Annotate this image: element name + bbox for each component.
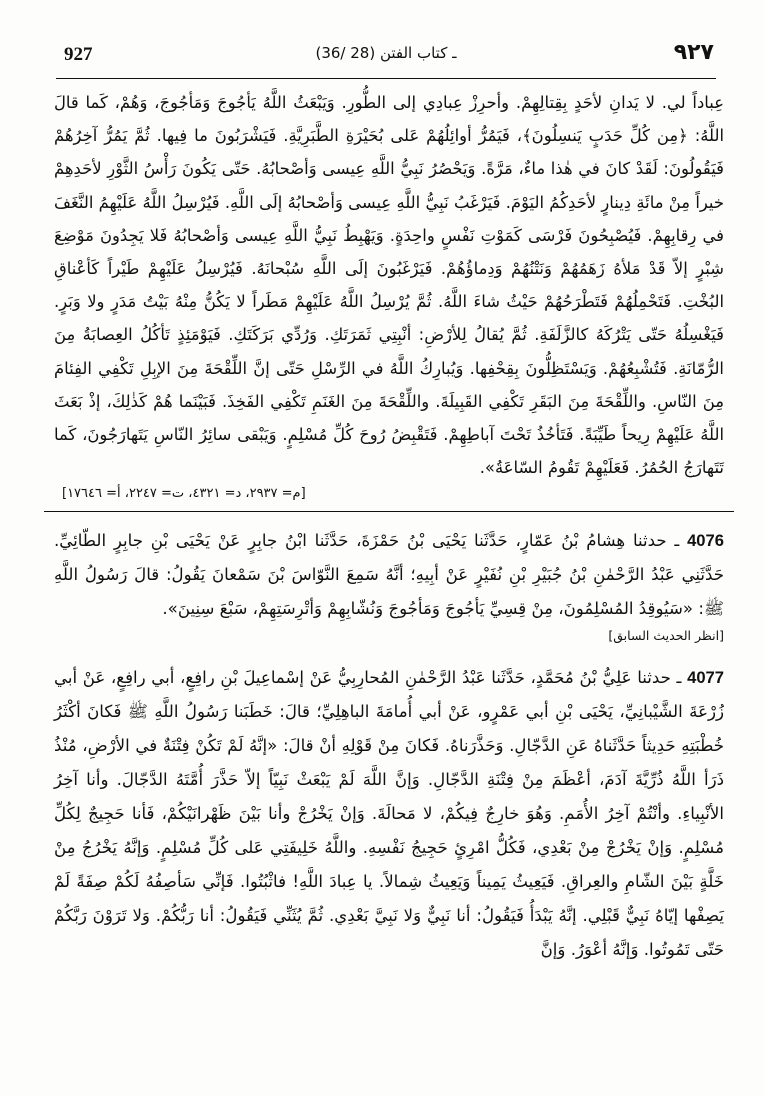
hadith-text: ـ حدثنا هِشامُ بْنُ عَمّارٍ، حَدَّثَنا يَحْيَى بْنُ حَمْزَةَ، حَدَّثَنا ابْنُ جابِرٍ عَنْ يَحْيَى بْنِ جابِرٍ الطّائِيِّ. حَدَّثَنِي عَبْدُ الرَّحْمٰنِ بْنُ جُبَيْرِ بْنِ نُفَيْرٍ عَنْ أبِيهِ؛ أنَّهُ سَمِعَ النَّوّاسَ بْنَ سَمْعانَ يَقُولُ: قالَ رَسُولُ اللَّهِ ﷺ: «سَيُوقِدُ المُسْلِمُونَ، مِنْ قِسِيِّ يَأجُوجَ وَمَأجُوجَ وَنُشّابِهِمْ وَأتْرِسَتِهِمْ، سَبْعَ سِنِينَ». <box>54 531 724 619</box>
page-number-arabic: ٩٢٧ <box>673 40 714 65</box>
page-body <box>54 86 724 967</box>
divider <box>44 511 734 512</box>
page-number-latin: 927 <box>64 44 93 65</box>
hadith-note: [انظر الحديث السابق] <box>608 628 724 644</box>
continued-hadith-text: عِباداً لي. لا يَدانِ لأحَدٍ بِقِتالِهِمْ. وأحرِزْ عِبادِي إلى الطُّورِ. وَيَبْعَثُ اللَّهُ يَأجُوجَ وَمَأجُوجَ، وَهُمْ، كَما قالَ اللَّهُ: ﴿مِن كُلِّ حَدَبٍ يَنسِلُونَ﴾، فَيَمُرُّ أوائِلُهُمْ عَلى بُحَيْرَةِ الطَّبَرِيَّةِ. فَيَشْرَبُونَ ما فِيها. ثُمَّ يَمُرُّ آخِرُهُمْ فَيَقُولُونَ: لَقَدْ كانَ في هٰذا ماءٌ، مَرَّةً. وَيَحْصُرُ نَبِيُّ اللَّهِ عِيسى وَأصْحابُهُ. حَتّى يَكُونَ رَأْسُ الثَّوْرِ لأحَدِهِمْ خيراً مِنْ مائَةِ دِينارٍ لأحَدِكُمُ اليَوْمَ. فَيَرْغَبُ نَبِيُّ اللَّهِ عِيسى وَأصْحابُهُ إلَى اللَّهِ. فَيُرْسِلُ اللَّهُ عَلَيْهِمُ النَّغَفَ في رِقابِهِمْ. فَيُصْبِحُونَ فَرْسَى كَمَوْتِ نَفْسٍ واحِدَةٍ. وَيَهْبِطُ نَبِيُّ اللَّهِ عِيسى وَأصْحابُهُ فَلا يَجِدُونَ مَوْضِعَ شِبْرٍ إلاّ قَدْ مَلأهُ زَهَمُهُمْ وَنَتْنُهُمْ وَدِماؤُهُمْ. فَيَرْغَبُونَ إلَى اللَّهِ سُبْحانَهُ. فَيُرْسِلُ عَلَيْهِمْ طَيْراً كَأعْناقِ البُخْتِ. فَتَحْمِلُهُمْ فَتَطْرَحُهُمْ حَيْثُ شاءَ اللَّهُ. ثُمَّ يُرْسِلُ اللَّهُ عَلَيْهِمْ مَطَراً لا يَكُنُّ مِنْهُ بَيْتُ مَدَرٍ ولا وَبَرٍ. فَيَغْسِلُهُ حَتّى يَتْرُكَهُ كالزَّلَفَةِ. ثُمَّ يُقالُ لِلأرْضِ: أنْبِتِي ثَمَرَتَكِ. وَرُدِّي بَرَكَتَكِ. فَيَوْمَئِذٍ تَأكُلُ العِصابَةُ مِنَ الرُّمّانَةِ. فَتُشْبِعُهُمْ. وَيَسْتَظِلُّونَ بِقِحْفِها. وَيُبارِكُ اللَّهُ في الرِّسْلِ حَتّى إنَّ اللِّقْحَةَ مِنَ الإبِلِ تَكْفِي الفِئامَ مِنَ النّاسِ. واللِّقْحَةَ مِنَ البَقَرِ تَكْفِي القَبِيلَةَ. واللِّقْحَةَ مِنَ الغَنَمِ تَكْفِي الفَخِذَ. فَبَيْنَما هُمْ كَذٰلِكَ، إذْ بَعَثَ اللَّهُ عَلَيْهِمْ رِيحاً طَيِّبَةً. فَتَأخُذُ تَحْتَ آباطِهِمْ. فَتَقْبِضُ رُوحَ كُلِّ مُسْلِمٍ. وَيَبْقى سائِرُ النّاسِ يَتَهارَجُونَ، كَما تَتَهارَجُ الحُمُرُ. فَعَلَيْهِمْ تَقُومُ السّاعَةُ». <box>54 93 724 478</box>
hadith-text: ـ حدثنا عَلِيُّ بْنُ مُحَمَّدٍ، حَدَّثَنا عَبْدُ الرَّحْمٰنِ المُحارِبِيُّ عَنْ إسْماعِيلَ بْنِ رافِعٍ، أبي رافِعٍ، عَنْ أبي زُرْعَةَ الشَّيْبانِيِّ، يَحْيَى بْنِ أبي عَمْرٍو، عَنْ أبي أُمامَةَ الباهِلِيِّ؛ قالَ: خَطَبَنا رَسُولُ اللَّهِ ﷺ فَكانَ أكْثَرُ خُطْبَتِهِ حَدِيثاً حَدَّثَناهُ عَنِ الدَّجّالِ. وَحَذَّرَناهُ. فَكانَ مِنْ قَوْلِهِ أنْ قالَ: «إنَّهُ لَمْ تَكُنْ فِتْنَةٌ في الأرْضِ، مُنْذُ ذَرَأ اللَّهُ ذُرِّيَّةَ آدَمَ، أعْظَمَ مِنْ فِتْنَةِ الدَّجّالِ. وَإنَّ اللَّهَ لَمْ يَبْعَثْ نَبِيّاً إلاّ حَذَّرَ أُمَّتَهُ الدَّجّالَ. وأنا آخِرُ الأنْبِياءِ. وأنْتُمْ آخِرُ الأُمَمِ. وَهُوَ خارِجٌ فِيكُمْ، لا مَحالَةَ. وَإنْ يَخْرُجْ وأنا بَيْنَ ظَهْرانَيْكُمْ، فَأنا حَجِيجٌ لِكُلِّ مُسْلِمٍ. وَإنْ يَخْرُجْ مِنْ بَعْدِي، فَكُلُّ امْرِئٍ حَجِيجُ نَفْسِهِ. واللَّهُ خَلِيفَتِي عَلى كُلِّ مُسْلِمٍ. وَإنَّهُ يَخْرُجُ مِنْ خَلَّةٍ بَيْنَ الشّامِ والعِراقِ. فَيَعِيثُ يَمِيناً وَيَعِيثُ شِمالاً. يا عِبادَ اللَّهِ! فاثْبُتُوا. فَإنِّي سَأصِفُهُ لَكُمْ صِفَةً لَمْ يَصِفْها إيّاهُ نَبِيٌّ قَبْلِي. إنَّهُ يَبْدَأُ فَيَقُولُ: أنا نَبِيٌّ وَلا نَبِيَّ بَعْدِي. ثُمَّ يُثَنِّي فَيَقُولُ: أنا رَبُّكُمْ. وَلا تَرَوْنَ رَبَّكُمْ حَتّى تَمُوتُوا. وَإنَّهُ أعْوَرُ. وَإنَّ <box>54 668 724 960</box>
hadith-4077 <box>54 661 724 967</box>
hadith-reference: [م= ٢٩٣٧، د= ٤٣٢١، ت= ٢٢٤٧، أ= ١٧٦٤٦] <box>62 486 306 502</box>
page-header <box>56 38 716 79</box>
hadith-number: 4076 <box>687 531 724 551</box>
running-title: (36/ 28) ـ كتاب الفتن <box>315 44 457 62</box>
hadith-number: 4077 <box>687 668 725 688</box>
hadith-4076 <box>54 524 724 626</box>
